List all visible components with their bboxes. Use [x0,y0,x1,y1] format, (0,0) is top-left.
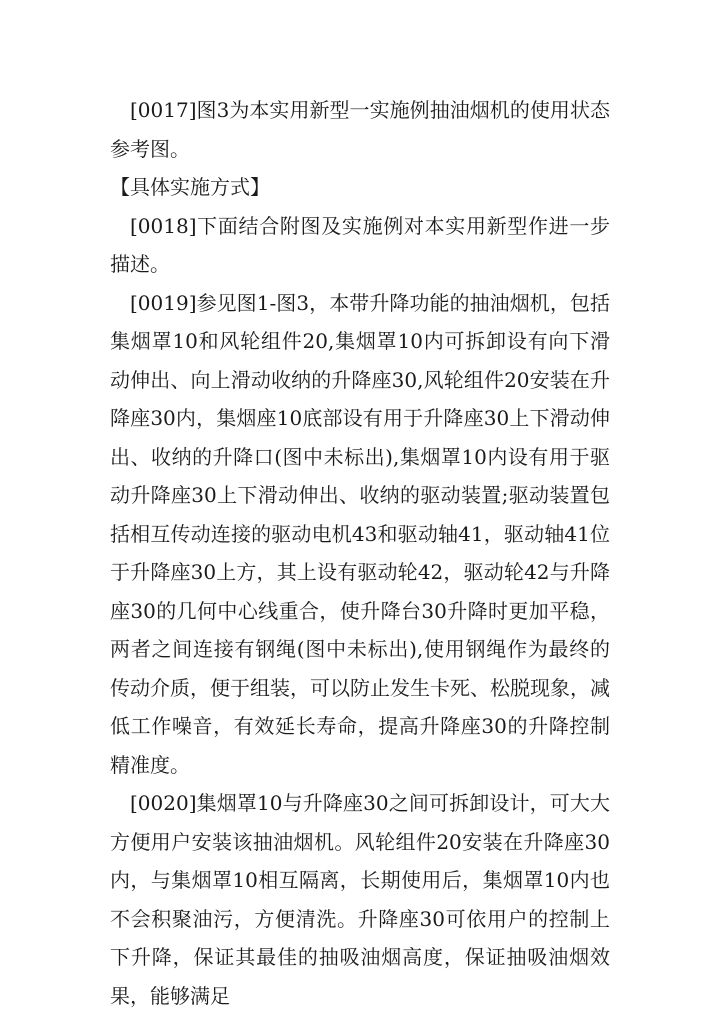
paragraph-0020: [0020]集烟罩10与升降座30之间可拆卸设计，可大大方便用户安装该抽油烟机。风轮组件20安装在升降座30内，与集烟罩10相互隔离，长期使用后，集烟罩10内也不会积聚油污，方便清洗。升降座30可依用户的控制上下升降，保证其最佳的抽吸油烟高度，保证抽吸油烟效果，能够满足 [110,791,610,1008]
section-heading: 【具体实施方式】 [110,175,270,199]
paragraph-0018: [0018]下面结合附图及实施例对本实用新型作进一步描述。 [110,213,610,276]
body-text [110,91,610,1015]
paragraph-0019: [0019]参见图1-图3，本带升降功能的抽油烟机，包括集烟罩10和风轮组件20,集烟罩10内可拆卸设有向下滑动伸出、向上滑动收纳的升降座30,风轮组件20安装在升降座30内，集烟座10底部设有用于升降座30上下滑动伸出、收纳的升降口(图中未标出),集烟罩10内设有用于驱动升降座30上下滑动伸出、收纳的驱动装置;驱动装置包括相互传动连接的驱动电机43和驱动轴41，驱动轴41位于升降座30上方，其上设有驱动轮42，驱动轮42与升降座30的几何中心线重合，使升降台30升降时更加平稳，两者之间连接有钢绳(图中未标出),使用钢绳作为最终的传动介质，便于组装，可以防止发生卡死、松脱现象，减低工作噪音，有效延长寿命，提高升降座30的升降控制精准度。 [110,290,610,777]
paragraph-0017: [0017]图3为本实用新型一实施例抽油烟机的使用状态参考图。 [110,98,610,161]
